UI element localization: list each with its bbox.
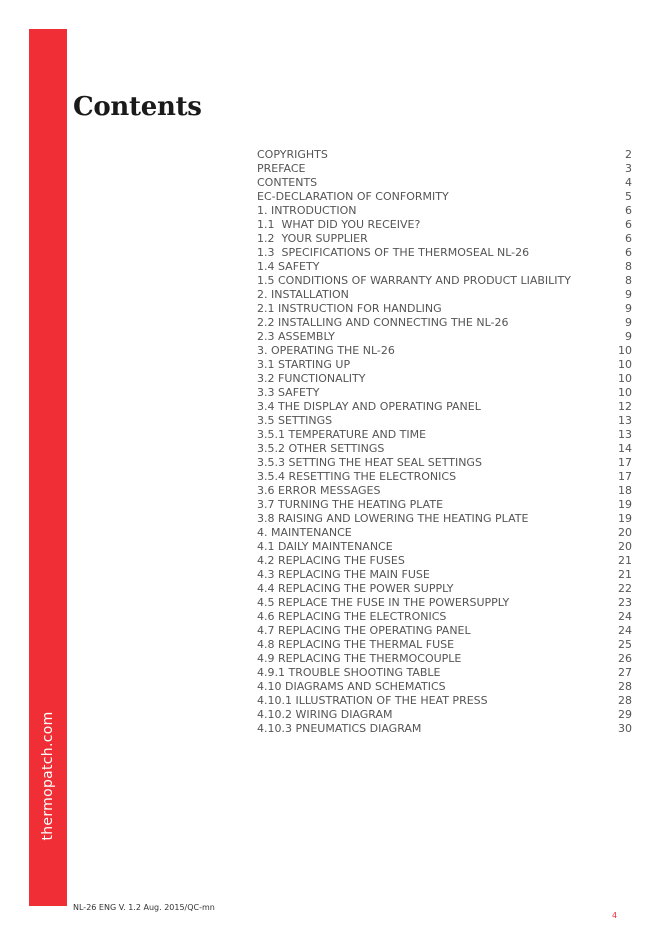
toc-entry-title: 4.8 REPLACING THE THERMAL FUSE bbox=[257, 638, 455, 651]
toc-entry[interactable] bbox=[257, 498, 632, 512]
toc-entry-page: 9 bbox=[625, 330, 632, 343]
toc-entry-page: 8 bbox=[625, 274, 632, 287]
toc-entry-title: 4.10.2 WIRING DIAGRAM bbox=[257, 708, 393, 721]
toc-entry-title: 1. INTRODUCTION bbox=[257, 204, 357, 217]
toc-entry-page: 24 bbox=[618, 624, 632, 637]
toc-entry-title: EC-DECLARATION OF CONFORMITY bbox=[257, 190, 449, 203]
toc-entry-title: 3.6 ERROR MESSAGES bbox=[257, 484, 381, 497]
toc-entry[interactable] bbox=[257, 218, 632, 232]
toc-entry[interactable] bbox=[257, 372, 632, 386]
toc-entry[interactable] bbox=[257, 260, 632, 274]
toc-entry-title: 3.5.2 OTHER SETTINGS bbox=[257, 442, 385, 455]
toc-entry-page: 10 bbox=[618, 358, 632, 371]
toc-entry-title: COPYRIGHTS bbox=[257, 148, 328, 161]
table-of-contents bbox=[257, 148, 632, 736]
toc-entry-title: 4.10 DIAGRAMS AND SCHEMATICS bbox=[257, 680, 446, 693]
toc-entry-page: 9 bbox=[625, 316, 632, 329]
footer-document-id: NL-26 ENG V. 1.2 Aug. 2015/QC-mn bbox=[73, 903, 215, 912]
toc-entry-page: 28 bbox=[618, 680, 632, 693]
toc-entry[interactable] bbox=[257, 274, 632, 288]
toc-entry-title: 4.7 REPLACING THE OPERATING PANEL bbox=[257, 624, 471, 637]
toc-entry-page: 19 bbox=[618, 498, 632, 511]
toc-entry-page: 30 bbox=[618, 722, 632, 735]
toc-entry-title: 1.2 YOUR SUPPLIER bbox=[257, 232, 368, 245]
toc-entry-page: 6 bbox=[625, 204, 632, 217]
toc-entry[interactable] bbox=[257, 456, 632, 470]
toc-entry-page: 20 bbox=[618, 526, 632, 539]
toc-entry-page: 22 bbox=[618, 582, 632, 595]
toc-entry-title: 4.4 REPLACING THE POWER SUPPLY bbox=[257, 582, 454, 595]
toc-entry-page: 9 bbox=[625, 302, 632, 315]
toc-entry-page: 6 bbox=[625, 246, 632, 259]
toc-entry-page: 21 bbox=[618, 554, 632, 567]
toc-entry[interactable] bbox=[257, 442, 632, 456]
toc-entry-page: 28 bbox=[618, 694, 632, 707]
toc-entry-page: 14 bbox=[618, 442, 632, 455]
toc-entry-page: 20 bbox=[618, 540, 632, 553]
toc-entry-page: 6 bbox=[625, 232, 632, 245]
toc-entry-page: 12 bbox=[618, 400, 632, 413]
toc-entry-page: 17 bbox=[618, 470, 632, 483]
toc-entry-title: 3.7 TURNING THE HEATING PLATE bbox=[257, 498, 444, 511]
toc-entry-title: 4.1 DAILY MAINTENANCE bbox=[257, 540, 393, 553]
toc-entry-title: 4.2 REPLACING THE FUSES bbox=[257, 554, 405, 567]
toc-entry-page: 26 bbox=[618, 652, 632, 665]
toc-entry-title: 4.10.1 ILLUSTRATION OF THE HEAT PRESS bbox=[257, 694, 488, 707]
toc-entry[interactable] bbox=[257, 302, 632, 316]
toc-entry-page: 25 bbox=[618, 638, 632, 651]
toc-entry[interactable] bbox=[257, 526, 632, 540]
toc-entry-title: 4. MAINTENANCE bbox=[257, 526, 352, 539]
toc-entry-page: 21 bbox=[618, 568, 632, 581]
toc-entry-page: 19 bbox=[618, 512, 632, 525]
toc-entry-title: 3.8 RAISING AND LOWERING THE HEATING PLATE bbox=[257, 512, 529, 525]
toc-entry[interactable] bbox=[257, 204, 632, 218]
toc-entry-title: PREFACE bbox=[257, 162, 306, 175]
toc-entry-title: 1.5 CONDITIONS OF WARRANTY AND PRODUCT LIABILITY bbox=[257, 274, 571, 287]
toc-entry[interactable] bbox=[257, 596, 632, 610]
toc-entry-page: 27 bbox=[618, 666, 632, 679]
toc-entry-page: 4 bbox=[625, 176, 632, 189]
toc-entry-page: 10 bbox=[618, 386, 632, 399]
toc-entry[interactable] bbox=[257, 694, 632, 708]
toc-entry[interactable] bbox=[257, 288, 632, 302]
toc-entry-title: 1.4 SAFETY bbox=[257, 260, 320, 273]
toc-entry-page: 6 bbox=[625, 218, 632, 231]
toc-entry-title: 1.1 WHAT DID YOU RECEIVE? bbox=[257, 218, 421, 231]
toc-entry-title: CONTENTS bbox=[257, 176, 318, 189]
toc-entry-page: 3 bbox=[625, 162, 632, 175]
toc-entry[interactable] bbox=[257, 246, 632, 260]
toc-entry[interactable] bbox=[257, 512, 632, 526]
toc-entry-title: 1.3 SPECIFICATIONS OF THE THERMOSEAL NL-26 bbox=[257, 246, 530, 259]
toc-entry-title: 3.1 STARTING UP bbox=[257, 358, 351, 371]
toc-entry-title: 2.3 ASSEMBLY bbox=[257, 330, 335, 343]
toc-entry[interactable] bbox=[257, 232, 632, 246]
toc-entry-page: 10 bbox=[618, 372, 632, 385]
toc-entry-page: 18 bbox=[618, 484, 632, 497]
toc-entry-page: 8 bbox=[625, 260, 632, 273]
toc-entry-title: 2.1 INSTRUCTION FOR HANDLING bbox=[257, 302, 442, 315]
toc-entry-title: 4.9 REPLACING THE THERMOCOUPLE bbox=[257, 652, 462, 665]
toc-entry[interactable] bbox=[257, 638, 632, 652]
toc-entry-title: 2.2 INSTALLING AND CONNECTING THE NL-26 bbox=[257, 316, 509, 329]
toc-entry-title: 3. OPERATING THE NL-26 bbox=[257, 344, 395, 357]
toc-entry[interactable] bbox=[257, 414, 632, 428]
toc-entry-title: 4.10.3 PNEUMATICS DIAGRAM bbox=[257, 722, 422, 735]
toc-entry[interactable] bbox=[257, 568, 632, 582]
toc-entry-page: 24 bbox=[618, 610, 632, 623]
toc-entry[interactable] bbox=[257, 428, 632, 442]
toc-entry[interactable] bbox=[257, 540, 632, 554]
toc-entry[interactable] bbox=[257, 316, 632, 330]
toc-entry[interactable] bbox=[257, 554, 632, 568]
toc-entry-title: 3.4 THE DISPLAY AND OPERATING PANEL bbox=[257, 400, 481, 413]
toc-entry[interactable] bbox=[257, 344, 632, 358]
toc-entry[interactable] bbox=[257, 148, 632, 162]
toc-entry-page: 5 bbox=[625, 190, 632, 203]
toc-entry[interactable] bbox=[257, 484, 632, 498]
toc-entry-page: 9 bbox=[625, 288, 632, 301]
toc-entry-title: 4.9.1 TROUBLE SHOOTING TABLE bbox=[257, 666, 441, 679]
toc-entry[interactable] bbox=[257, 708, 632, 722]
toc-entry[interactable] bbox=[257, 330, 632, 344]
toc-entry-title: 3.5.3 SETTING THE HEAT SEAL SETTINGS bbox=[257, 456, 482, 469]
toc-entry-title: 2. INSTALLATION bbox=[257, 288, 349, 301]
toc-entry[interactable] bbox=[257, 624, 632, 638]
toc-entry[interactable] bbox=[257, 162, 632, 176]
toc-entry-title: 3.5.4 RESETTING THE ELECTRONICS bbox=[257, 470, 457, 483]
toc-entry-title: 3.3 SAFETY bbox=[257, 386, 320, 399]
toc-entry-title: 3.2 FUNCTIONALITY bbox=[257, 372, 366, 385]
toc-entry[interactable] bbox=[257, 358, 632, 372]
toc-entry-title: 3.5 SETTINGS bbox=[257, 414, 333, 427]
toc-entry-page: 29 bbox=[618, 708, 632, 721]
page-title: Contents bbox=[73, 92, 202, 122]
toc-entry[interactable] bbox=[257, 652, 632, 666]
toc-entry-title: 4.5 REPLACE THE FUSE IN THE POWERSUPPLY bbox=[257, 596, 510, 609]
toc-entry[interactable] bbox=[257, 190, 632, 204]
toc-entry-title: 4.6 REPLACING THE ELECTRONICS bbox=[257, 610, 447, 623]
toc-entry-page: 13 bbox=[618, 414, 632, 427]
toc-entry[interactable] bbox=[257, 582, 632, 596]
toc-entry-page: 17 bbox=[618, 456, 632, 469]
toc-entry[interactable] bbox=[257, 666, 632, 680]
toc-entry-page: 2 bbox=[625, 148, 632, 161]
toc-entry[interactable] bbox=[257, 400, 632, 414]
side-bar-website: thermopatch.com bbox=[40, 711, 56, 841]
toc-entry-title: 4.3 REPLACING THE MAIN FUSE bbox=[257, 568, 430, 581]
toc-entry-page: 13 bbox=[618, 428, 632, 441]
page-number: 4 bbox=[612, 911, 618, 920]
toc-entry-page: 10 bbox=[618, 344, 632, 357]
toc-entry[interactable] bbox=[257, 470, 632, 484]
toc-entry[interactable] bbox=[257, 610, 632, 624]
toc-entry-title: 3.5.1 TEMPERATURE AND TIME bbox=[257, 428, 427, 441]
toc-entry[interactable] bbox=[257, 176, 632, 190]
toc-entry-page: 23 bbox=[618, 596, 632, 609]
toc-entry[interactable] bbox=[257, 680, 632, 694]
toc-entry[interactable] bbox=[257, 386, 632, 400]
toc-entry[interactable] bbox=[257, 722, 632, 736]
